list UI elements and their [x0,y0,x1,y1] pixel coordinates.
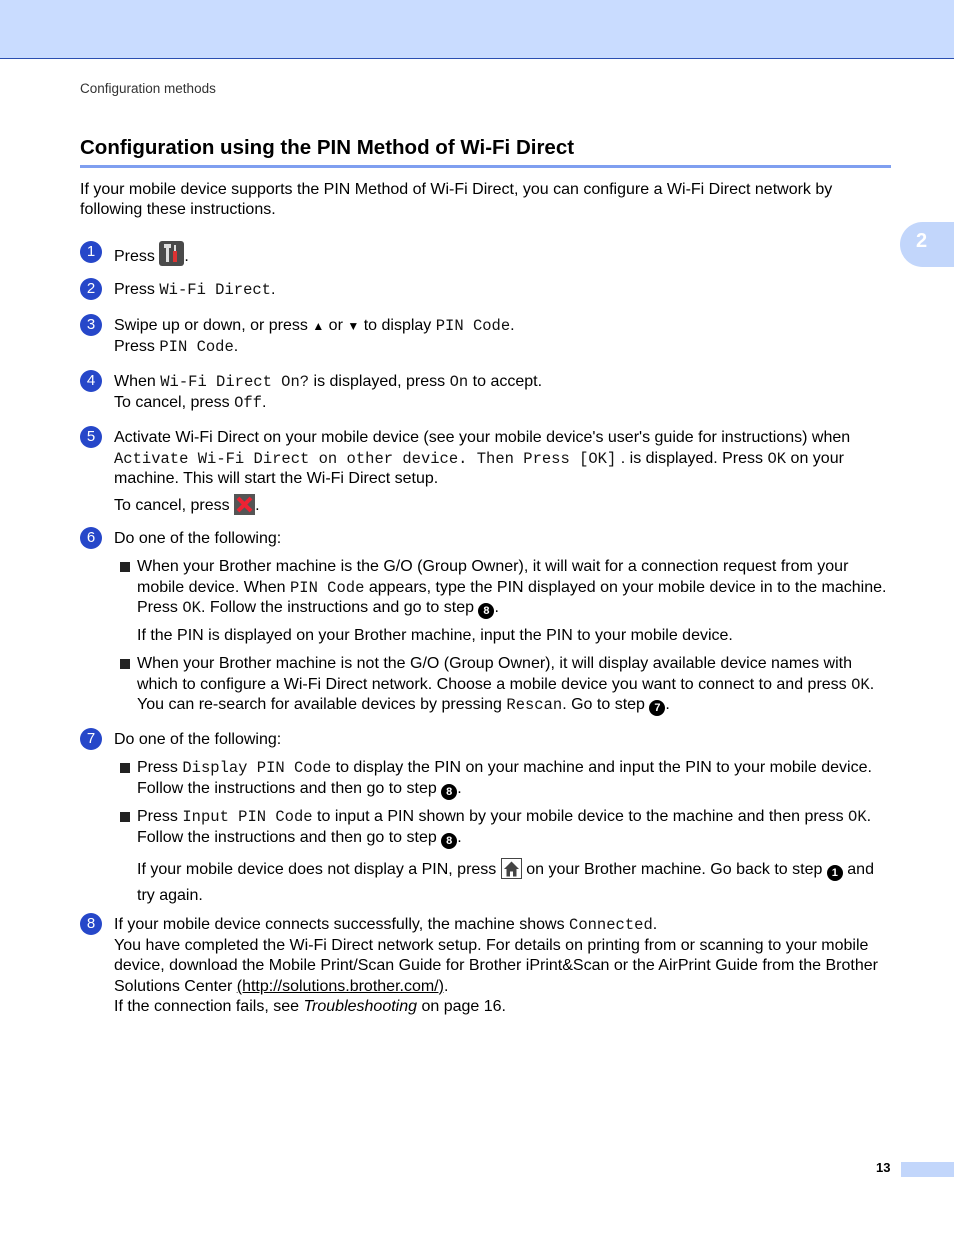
step-ref-badge: 1 [827,865,843,881]
home-icon [501,858,522,886]
step-5: Activate Wi-Fi Direct on your mobile device (see your mobile device's user's guide for instructions) when Activate Wi-Fi Direct on other device. Then Press [OK] . is displayed. Press OK on your machine. This will start the Wi-Fi Direct setup. To cancel, press . [114,428,894,521]
header-band [0,0,954,59]
step-7-marker: 7 [80,728,102,750]
chapter-number: 2 [916,230,928,252]
step-7: Do one of the following: [114,731,282,748]
step-8-marker: 8 [80,913,102,935]
step-8: If your mobile device connects successfully, the machine shows Connected. You have completed the Wi-Fi Direct network setup. For details on printing from or scanning to your mobile device, download the Mobile Print/Scan Guide for Brother iPrint&Scan or the AirPrint Guide from the Brother Solutions Center (http://solutions.brother.com/). If the connection fails, see Troubleshooting on page 16. [114,916,878,1015]
step-6: Do one of the following: [114,530,282,547]
page-footer-tab [901,1162,954,1177]
step-1: Press . [114,241,894,273]
step-4: When Wi-Fi Direct On? is displayed, press On to accept. To cancel, press Off. [114,373,543,412]
bullet-square [120,562,130,572]
step-1-marker: 1 [80,241,102,263]
step-4-marker: 4 [80,370,102,392]
step-7-note: If your mobile device does not display a PIN, press on your Brother machine. Go back to step 1 and try again. [137,858,893,906]
step-7-option-1: Press Display PIN Code to display the PIN on your machine and input the PIN to your mobile device. Follow the instructions and then go to step 8 . [137,759,872,798]
page-number: 13 [876,1160,891,1175]
step-6-option-1: When your Brother machine is the G/O (Group Owner), it will wait for a connection request from your mobile device. When PIN Code appears, type the PIN displayed on your mobile device in to the machine. Press OK. Follow the instructions and go to step 8 . [137,558,887,617]
page-title: Configuration using the PIN Method of Wi-Fi Direct [80,136,575,159]
step-ref-badge: 8 [441,833,457,849]
intro-paragraph: If your mobile device supports the PIN Method of Wi-Fi Direct, you can configure a Wi-Fi Direct network by following these instructions. [80,181,833,218]
bullet-square [120,763,130,773]
step-ref-badge: 7 [649,700,665,716]
section-label: Configuration methods [80,81,216,96]
down-arrow-icon: ▼ [347,319,360,333]
step-ref-badge: 8 [478,603,494,619]
chapter-tab [900,222,954,267]
step-6-option-2: When your Brother machine is not the G/O (Group Owner), it will display available device names with which to configure a Wi-Fi Direct network. Choose a mobile device you want to connect to and press OK. You can re-search for available devices by pressing Rescan. Go to step 7 . [137,655,875,714]
step-ref-badge: 8 [441,784,457,800]
step-5-marker: 5 [80,426,102,448]
step-2: Press Wi-Fi Direct. [114,281,276,299]
step-7-option-2: Press Input PIN Code to input a PIN shown by your mobile device to the machine and then press OK. Follow the instructions and then go to step 8 . [137,808,872,847]
step-3-marker: 3 [80,314,102,336]
solutions-center-link[interactable]: (http://solutions.brother.com/) [236,977,444,995]
bullet-square [120,812,130,822]
troubleshooting-reference[interactable]: Troubleshooting [303,998,418,1015]
step-6-marker: 6 [80,527,102,549]
bullet-square [120,659,130,669]
settings-tools-icon [159,241,184,273]
cancel-x-icon [234,494,255,522]
step-6-note: If the PIN is displayed on your Brother machine, input the PIN to your mobile device. [137,627,733,644]
step-2-marker: 2 [80,278,102,300]
title-divider [80,165,891,168]
up-arrow-icon: ▲ [312,319,325,333]
step-3: Swipe up or down, or press ▲ or ▼ to display PIN Code. Press PIN Code. [114,317,515,356]
